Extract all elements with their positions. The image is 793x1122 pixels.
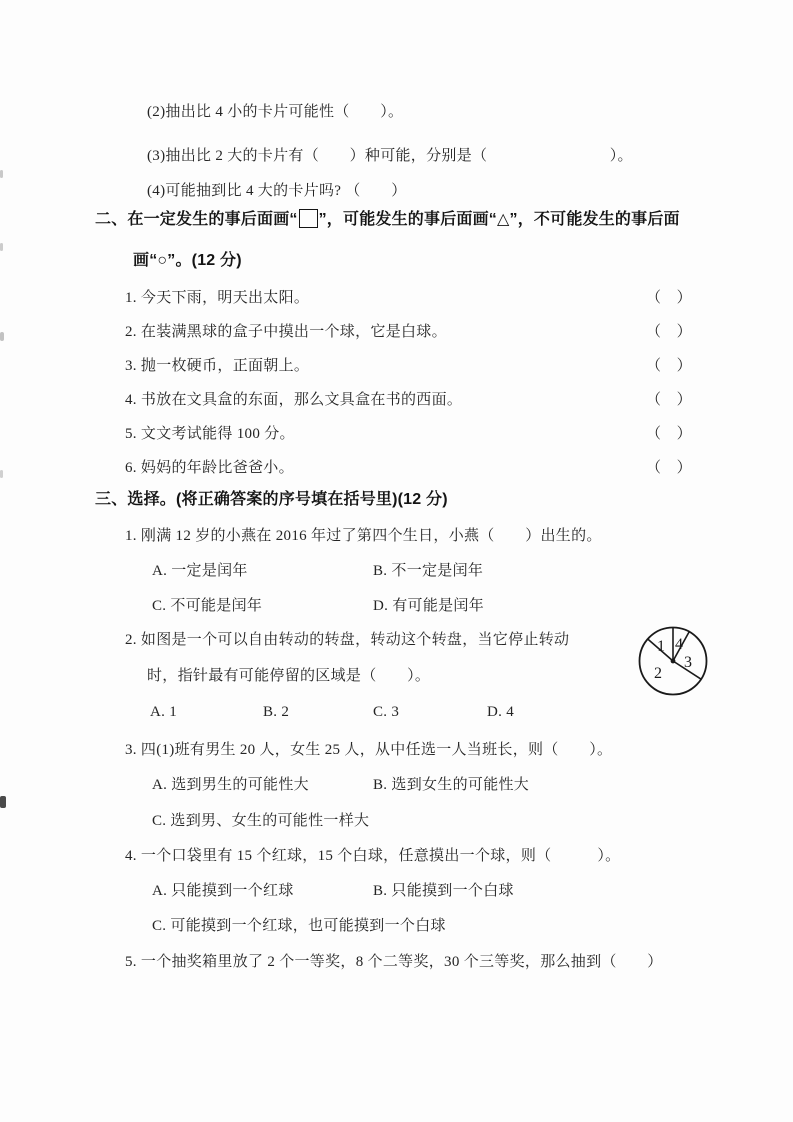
answer-blank-5: （ ）	[646, 426, 692, 442]
spinner-region-3-label: 3	[684, 654, 692, 671]
statement-4: 4. 书放在文具盒的东面，那么文具盒在书的西面。	[125, 392, 463, 408]
spinner-region-4-label: 4	[675, 636, 683, 653]
square-blank-icon	[299, 209, 318, 228]
spinner-figure	[637, 625, 711, 699]
section2-heading-line1	[95, 209, 680, 231]
choice-q4-option-c: C. 可能摸到一个红球，也可能摸到一个白球	[152, 918, 446, 934]
choice-q2-option-d: D. 4	[487, 704, 515, 720]
scan-artifact	[0, 796, 6, 808]
statement-5: 5. 文文考试能得 100 分。	[125, 426, 295, 442]
choice-q3-stem: 3. 四(1)班有男生 20 人，女生 25 人，从中任选一人当班长，则（ ）。	[125, 742, 613, 758]
choice-q4-stem: 4. 一个口袋里有 15 个红球，15 个白球，任意摸出一个球，则（ ）。	[125, 848, 621, 864]
answer-blank-1: （ ）	[646, 290, 692, 306]
choice-q3-option-b: B. 选到女生的可能性大	[373, 777, 530, 793]
spinner-region-1-label: 1	[657, 638, 665, 655]
answer-blank-4: （ ）	[646, 392, 692, 408]
choice-q3-option-a: A. 选到男生的可能性大	[152, 777, 309, 793]
scan-artifact	[0, 170, 3, 178]
choice-q2-option-b: B. 2	[263, 704, 290, 720]
scan-artifact	[0, 332, 4, 341]
choice-q2-stem-line2: 时，指针最有可能停留的区域是（ ）。	[147, 668, 431, 684]
choice-q5-stem: 5. 一个抽奖箱里放了 2 个一等奖，8 个二等奖，30 个三等奖，那么抽到（ ）	[125, 954, 663, 970]
statement-1: 1. 今天下雨，明天出太阳。	[125, 290, 310, 306]
answer-blank-2: （ ）	[646, 324, 692, 340]
choice-q4-option-b: B. 只能摸到一个白球	[373, 883, 514, 899]
choice-q1-option-d: D. 有可能是闰年	[373, 598, 485, 614]
choice-q4-option-a: A. 只能摸到一个红球	[152, 883, 294, 899]
q1-sub2: (2)抽出比 4 小的卡片可能性（ ）。	[147, 104, 404, 120]
statement-3: 3. 抛一枚硬币，正面朝上。	[125, 358, 310, 374]
section2-heading-text-before: 二、在一定发生的事后面画“	[95, 211, 298, 228]
section2-heading-line2: 画“○”。(12 分)	[133, 252, 242, 269]
q1-sub4: (4)可能抽到比 4 大的卡片吗? （ ）	[147, 183, 407, 199]
q1-sub3: (3)抽出比 2 大的卡片有（ ）种可能，分别是（ ）。	[147, 148, 633, 164]
answer-blank-6: （ ）	[646, 460, 692, 476]
section2-heading-text-after: ”，可能发生的事后面画“△”，不可能发生的事后面	[318, 211, 680, 228]
spinner-center-dot	[671, 659, 676, 664]
choice-q2-stem-line1: 2. 如图是一个可以自由转动的转盘，转动这个转盘，当它停止转动	[125, 632, 570, 648]
spinner-region-2-label: 2	[654, 665, 662, 682]
choice-q2-option-c: C. 3	[373, 704, 400, 720]
choice-q1-option-b: B. 不一定是闰年	[373, 563, 484, 579]
statement-2: 2. 在装满黑球的盒子中摸出一个球，它是白球。	[125, 324, 447, 340]
choice-q1-option-c: C. 不可能是闰年	[152, 598, 263, 614]
choice-q1-option-a: A. 一定是闰年	[152, 563, 248, 579]
section3-heading: 三、选择。(将正确答案的序号填在括号里)(12 分)	[95, 491, 448, 508]
statement-6: 6. 妈妈的年龄比爸爸小。	[125, 460, 294, 476]
scan-artifact	[0, 470, 3, 478]
choice-q2-option-a: A. 1	[150, 704, 178, 720]
choice-q3-option-c: C. 选到男、女生的可能性一样大	[152, 813, 370, 829]
choice-q1-stem: 1. 刚满 12 岁的小燕在 2016 年过了第四个生日，小燕（ ）出生的。	[125, 528, 602, 544]
scan-artifact	[0, 243, 3, 251]
answer-blank-3: （ ）	[646, 358, 692, 374]
